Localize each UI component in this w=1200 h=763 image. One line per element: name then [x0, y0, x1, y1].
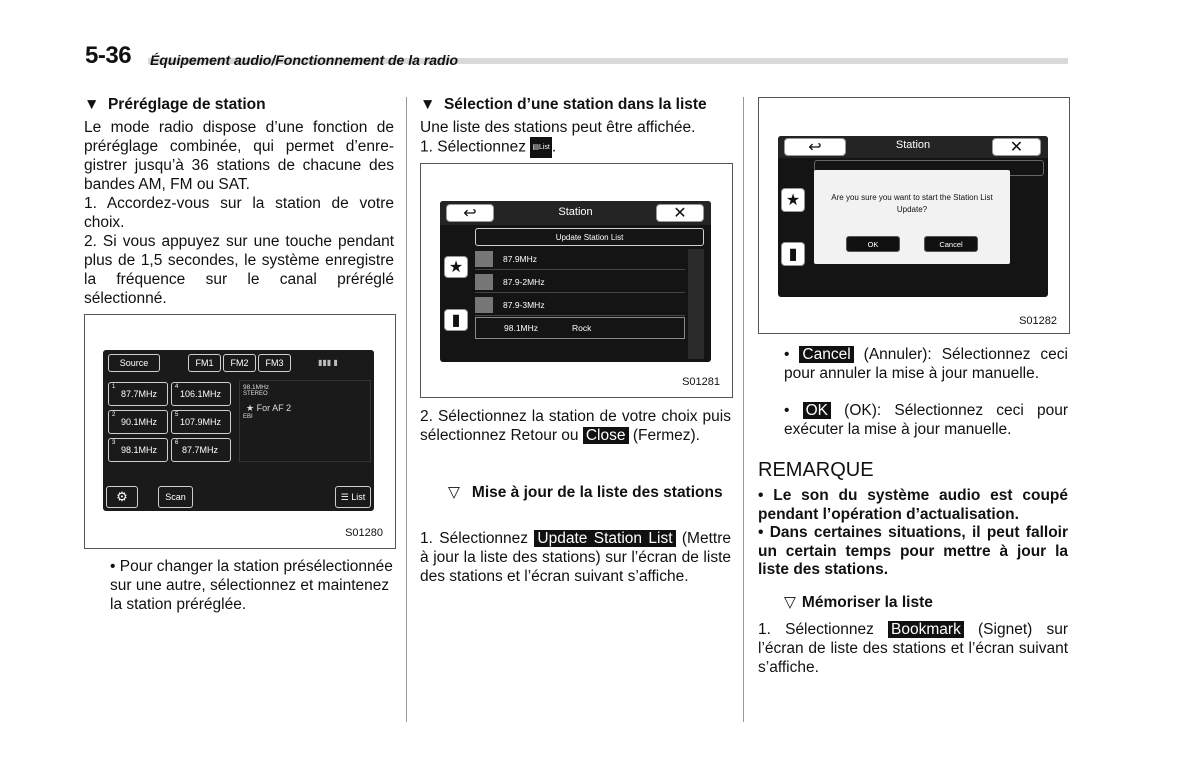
station-info-panel [239, 380, 371, 462]
station-thumbnail [475, 297, 493, 313]
station-frequency: 87.9MHz [503, 253, 538, 264]
preset-frequency: 90.1MHz [121, 417, 158, 427]
open-triangle-icon: ▽ [784, 594, 796, 611]
station-row[interactable] [475, 271, 685, 293]
triangle-icon: ▼ [420, 96, 436, 113]
list-icon: ▤List [530, 137, 552, 158]
bookmark-button[interactable] [781, 242, 805, 266]
step-bookmark [758, 620, 1068, 677]
list-button[interactable] [335, 486, 371, 508]
remark-title: REMARQUE [758, 459, 874, 481]
preset-number: 1 [112, 384, 116, 390]
station-row[interactable] [475, 317, 685, 339]
station-thumbnail [475, 251, 493, 267]
screen-title: Station [558, 206, 593, 218]
info-stereo: STEREO [243, 391, 268, 397]
figure-s01280 [84, 314, 396, 549]
info-af: For AF 2 [256, 403, 292, 413]
step-prefix: 1. Sélectionnez [758, 621, 874, 638]
close-label: Close [583, 427, 629, 444]
step: 1. Sélectionnez ▤List . [420, 137, 731, 158]
sub-heading [784, 593, 933, 612]
close-button[interactable] [656, 204, 704, 222]
step-text: (Fermez). [632, 427, 700, 444]
heading-text: Préréglage de station [107, 96, 266, 113]
list-icon-label: List [538, 144, 550, 151]
section-heading [420, 96, 731, 114]
preset-button[interactable] [171, 438, 231, 462]
remark-text: Le son du système audio est coupé pendant l’opération d’actualisation. [758, 487, 1069, 523]
station-frequency: 87.9-3MHz [503, 299, 545, 310]
ok-label: OK [803, 402, 831, 419]
step-text: (Signet) sur l’écran de liste des stations et l’écran suivant s’affiche. [758, 621, 1068, 676]
paragraph: Une liste des stations peut être affichée. [420, 119, 696, 136]
update-label: Update Station List [534, 530, 675, 547]
figure-label: S01281 [682, 376, 720, 388]
triangle-icon: ▼ [84, 96, 100, 113]
preset-number: 2 [112, 412, 116, 418]
scrollbar[interactable] [688, 249, 704, 359]
signal-icon: ▮▮▮ ▮ [318, 358, 338, 367]
preset-number: 3 [112, 440, 116, 446]
star-icon: ★ [448, 259, 464, 276]
open-triangle-icon: ▽ [448, 484, 460, 501]
sub-heading-text: Mémoriser la liste [801, 594, 933, 611]
settings-button[interactable] [106, 486, 138, 508]
cancel-label: Cancel [799, 346, 853, 363]
figure-label: S01282 [1019, 315, 1057, 327]
step-prefix: 1. Sélectionnez [420, 530, 529, 547]
figure-s01282 [758, 97, 1070, 334]
preset-number: 6 [175, 440, 179, 446]
preset-frequency: 87.7MHz [182, 445, 219, 455]
sub-heading [448, 483, 731, 502]
bullet-text: (Annuler): Sélectionnez ceci pour annuler la mise à jour manuelle. [784, 346, 1068, 382]
bullet-mark [784, 402, 803, 419]
column-divider [743, 97, 744, 722]
preset-frequency: 87.7MHz [121, 389, 158, 399]
page-number: 5-36 [85, 42, 132, 69]
station-list-screen [440, 201, 711, 362]
preset-number: 5 [175, 412, 179, 418]
section-heading [84, 96, 394, 114]
bullet-text: • Pour changer la station présélectionnée sur une autre, sélectionnez et maintenez la station préréglée. [110, 558, 393, 613]
fm3-button[interactable]: FM3 [258, 354, 291, 372]
dialog-message: Are you sure you want to start the Station List Update? [831, 193, 993, 214]
preset-frequency: 106.1MHz [180, 389, 222, 399]
update-station-list-button[interactable]: Update Station List [475, 228, 704, 246]
favorite-button[interactable] [781, 188, 805, 212]
bullet-ok [784, 401, 1068, 439]
close-icon: ✕ [1009, 139, 1024, 156]
station-thumbnail [475, 274, 493, 290]
info-ebi: EBI [243, 414, 253, 420]
column-divider [406, 97, 407, 722]
step-text: (Mettre à jour la liste des stations) sur l’écran de liste des stations et l’écran suivant s’affiche. [420, 530, 731, 585]
bullet-text: (OK): Sélectionnez ceci pour exécuter la mise à jour manuelle. [784, 402, 1069, 438]
remark-text: Dans certaines situations, il peut falloir un certain temps pour mettre à jour la liste des stations. [758, 524, 1068, 578]
step-update [420, 529, 731, 586]
preset-frequency: 107.9MHz [180, 417, 222, 427]
cancel-button[interactable]: Cancel [924, 236, 978, 252]
figure-s01281 [420, 163, 733, 398]
back-icon: ↩ [463, 205, 477, 222]
back-icon: ↩ [808, 139, 822, 156]
info-frequency: 98.1MHz [243, 384, 270, 391]
star-icon: ★ [785, 192, 801, 209]
star-icon: ★ [246, 403, 255, 413]
bullet-mark [758, 524, 770, 541]
list-label: List [351, 492, 366, 502]
bullet-note [110, 557, 394, 614]
station-row[interactable] [475, 248, 685, 270]
station-frequency: 98.1MHz [504, 323, 539, 333]
paragraph: Le mode radio dispose d’une fonction de préréglage combinée, qui permet d’enregistrer jusqu’à 36 stations de chacune des bandes AM, FM ou SAT. [84, 119, 394, 193]
preset-button[interactable] [171, 410, 231, 434]
bullet-mark [784, 346, 799, 363]
favorite-button[interactable] [444, 256, 468, 278]
confirm-dialog [814, 170, 1010, 264]
figure-label: S01280 [345, 527, 383, 539]
update-dialog-screen [778, 136, 1048, 297]
preset-button[interactable] [108, 382, 168, 406]
fm2-button[interactable]: FM2 [223, 354, 256, 372]
step-prefix: 1. Sélectionnez [420, 138, 526, 156]
station-genre: Rock [572, 323, 592, 333]
bookmark-label: Bookmark [888, 621, 964, 638]
ok-button[interactable]: OK [846, 236, 900, 252]
station-row[interactable] [475, 294, 685, 316]
source-button[interactable]: Source [108, 354, 160, 372]
scan-button[interactable]: Scan [158, 486, 193, 508]
bullet-cancel [784, 345, 1068, 383]
page-title: Équipement audio/Fonctionnement de la radio [150, 52, 459, 68]
step-2 [420, 407, 731, 445]
screen-title: Station [895, 139, 931, 151]
bookmark-icon: ▮ [788, 246, 798, 263]
bookmark-button[interactable] [444, 309, 468, 331]
step-text: 2. Sélectionnez la station de votre choix puis sélectionnez Retour ou [420, 408, 731, 444]
radio-screen [103, 350, 374, 511]
close-icon: ✕ [673, 205, 687, 222]
remark-body [758, 487, 1068, 580]
station-frequency: 87.9-2MHz [503, 276, 545, 287]
preset-frequency: 98.1MHz [121, 445, 158, 455]
preset-button[interactable] [108, 438, 168, 462]
step: 1. Accordez-vous sur la station de votre choix. [84, 195, 394, 231]
close-button[interactable] [992, 138, 1041, 156]
preset-button[interactable] [108, 410, 168, 434]
fm1-button[interactable]: FM1 [188, 354, 221, 372]
step: 2. Si vous appuyez sur une touche pendant plus de 1,5 secondes, le système enregistre la fréquence sur le canal préréglé sélectionné. [84, 233, 394, 307]
settings-icon: ⚙ [116, 489, 128, 504]
bullet-mark [758, 487, 773, 504]
section-preset [84, 96, 394, 308]
bookmark-icon: ▮ [451, 312, 461, 329]
preset-button[interactable] [171, 382, 231, 406]
sub-heading-text: Mise à jour de la liste des stations [471, 484, 723, 501]
section-list [420, 96, 731, 158]
heading-text: Sélection d’une station dans la liste [443, 96, 707, 113]
list-icon: ☰ [340, 491, 349, 502]
preset-number: 4 [175, 384, 179, 390]
